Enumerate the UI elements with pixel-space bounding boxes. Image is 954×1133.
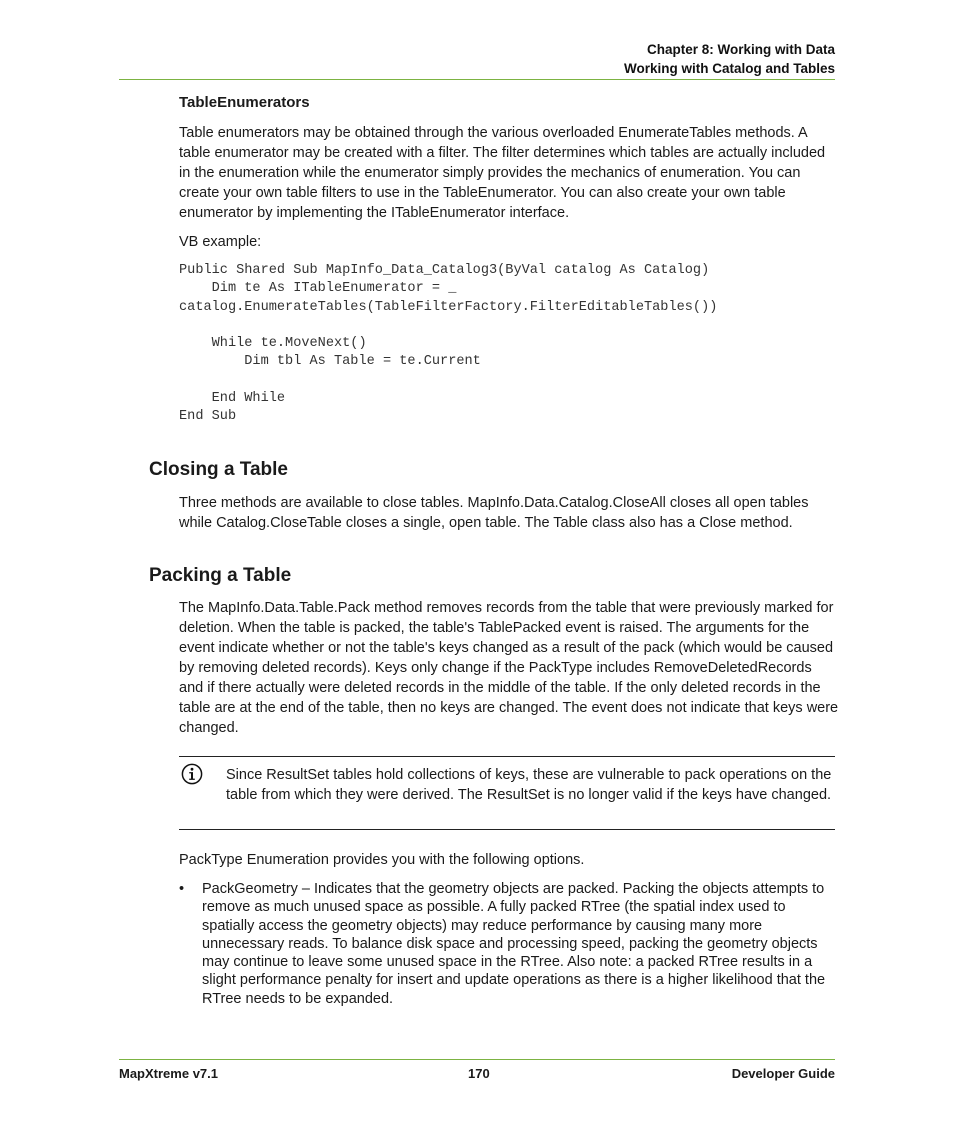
section-title: Working with Catalog and Tables bbox=[623, 61, 835, 76]
running-header bbox=[624, 40, 835, 78]
table-enumerators-heading: TableEnumerators bbox=[179, 94, 310, 111]
footer-product: MapXtreme v7.1 bbox=[119, 1066, 218, 1081]
closing-paragraph: Three methods are available to close tables. MapInfo.Data.Catalog.CloseAll closes all open tables while Catalog.CloseTable closes a single, open table. The Table class also has a Close method. bbox=[179, 495, 809, 531]
footer-guide: Developer Guide bbox=[731, 1066, 835, 1081]
vb-example-label: VB example: bbox=[179, 234, 262, 250]
vb-code-block: Public Shared Sub MapInfo_Data_Catalog3(ByVal catalog As Catalog) Dim te As ITableEnumerator = _ catalog.EnumerateTables(TableFilterFactory.FilterEditableTables()) While te.MoveNext() Dim tbl As Table = te.Current End While End Sub bbox=[179, 263, 718, 425]
note-box bbox=[179, 756, 835, 830]
info-icon bbox=[181, 763, 203, 785]
chapter-title: Chapter 8: Working with Data bbox=[646, 42, 835, 57]
pack-geometry-bullet: PackGeometry – Indicates that the geometry objects are packed. Packing the objects attempts to remove as much unused space as possible. A fully packed RTree (the spatial index used to spatially access the geometry objects) may reduce performance by causing many more unnecessary reads. To balance disk space and processing speed, packing the geometry objects may continue to leave some unused space in the RTree. Also note: a packed RTree results in a slight performance penalty for insert and update operations as there is a higher likelihood that the RTree needs to be expanded. bbox=[202, 881, 826, 1007]
packtype-intro: PackType Enumeration provides you with the following options. bbox=[179, 852, 585, 868]
packing-heading: Packing a Table bbox=[149, 565, 292, 586]
table-enumerators-paragraph: Table enumerators may be obtained through the various overloaded EnumerateTables methods. A table enumerator may be created with a filter. The filter determines which tables are actually included in the enumeration while the enumerator simply provides the mechanics of enumeration. You can create your own table filters to use in the TableEnumerator. You can also create your own table enumerator by implementing the ITableEnumerator interface. bbox=[179, 125, 826, 221]
header-rule bbox=[119, 79, 835, 80]
bullet-marker: • bbox=[179, 881, 185, 897]
closing-heading: Closing a Table bbox=[149, 459, 289, 480]
packing-paragraph: The MapInfo.Data.Table.Pack method removes records from the table that were previously marked for deletion. When the table is packed, the table's TablePacked event is raised. The arguments for the event indicate whether or not the table's keys changed as a result of the pack (which would be caused by removing deleted records). Keys only change if the PackType includes RemoveDeletedRecords and if there actually were deleted records in the middle of the table. If the only deleted records in the table are at the end of the table, then no keys are changed. The event does not indicate that keys were changed. bbox=[179, 600, 839, 736]
page-number: 170 bbox=[468, 1066, 490, 1081]
note-text: Since ResultSet tables hold collections of keys, these are vulnerable to pack operations on the table from which they were derived. The ResultSet is no longer valid if the keys have changed. bbox=[226, 767, 832, 803]
footer-rule bbox=[119, 1059, 835, 1060]
